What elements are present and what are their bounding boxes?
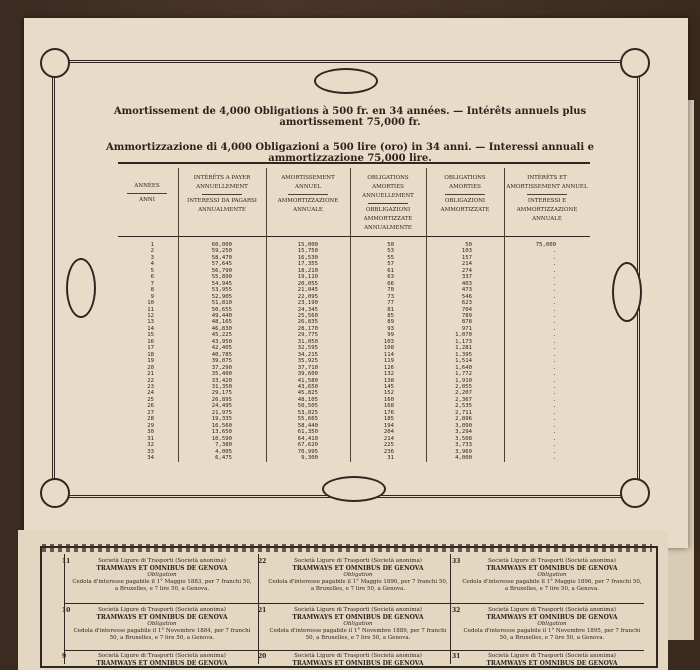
header-obligations-total: OBLIGATIONS AMORTIES OBLIGAZIONI AMMORTIZZATE bbox=[440, 175, 490, 213]
coupon: 22 Società Ligure di Trasporti (Società anonima) TRAMWAYS ET OMNIBUS DE GENOVA Obligation Cedola d'interesse pagabile il 1° Maggio 1890, per 7 franchi 50, a Bruxelles, e 7 lire 50, a Genova. bbox=[258, 558, 448, 592]
coupon: 31 Società Ligure di Trasporti (Società anonima) TRAMWAYS ET OMNIBUS DE GENOVA bbox=[452, 653, 618, 667]
header-amortization: AMORTISSEMENT ANNUEL AMMORTIZZAZIONE ANNUALE bbox=[277, 175, 339, 213]
column-divider bbox=[178, 168, 179, 462]
coupon: 32 Società Ligure di Trasporti (Società anonima) TRAMWAYS ET OMNIBUS DE GENOVA Obligation Cedola d'interesse pagabile il 1° Novembre 1895, per 7 franchi 50, a Bruxelles, e 7 lire 50, a Genova. bbox=[452, 607, 641, 641]
column-interest: 60,000 59,250 58,470 57,645 56,790 55,890 54,945 53,955 52,905 51,810 50,655 49,440 48,165 46,830 45,225 43,950 42,405 40,785 39,075 37,290 35,400 33,420 31,350 29,175 26,895 24,495 21,975 19,335 16,560 13,650 10,590 7,380 4,005 6,475 bbox=[211, 242, 232, 461]
corner-ornament-icon bbox=[620, 478, 650, 508]
coupon-divider bbox=[450, 554, 451, 664]
coupon: 21 Società Ligure di Trasporti (Società anonima) TRAMWAYS ET OMNIBUS DE GENOVA Obligation Cedola d'interesse pagabile il 1° Novembre 1889, per 7 franchi 50, a Bruxelles, e 7 lire 50, a Genova. bbox=[258, 607, 447, 641]
coupon-divider bbox=[64, 650, 644, 651]
coupon: 33 Società Ligure di Trasporti (Società anonima) TRAMWAYS ET OMNIBUS DE GENOVA Obligation Cedola d'interesse pagabile il 1° Maggio 1896, per 7 franchi 50, a Bruxelles, e 7 lire 50, a Genova. bbox=[452, 558, 642, 592]
coupon: 9 Società Ligure di Trasporti (Società anonima) TRAMWAYS ET OMNIBUS DE GENOVA bbox=[62, 653, 228, 667]
column-years: 1 2 3 4 5 6 7 8 9 10 11 12 13 14 15 16 17 18 19 20 21 22 23 24 25 26 27 28 29 30 31 32 33 34 bbox=[147, 242, 154, 461]
divider bbox=[118, 236, 590, 237]
header-total-annual: INTÉRÊTS ET AMORTISSEMENT ANNUEL INTERESSI E AMMORTIZZAZIONE ANNUALE bbox=[506, 175, 588, 222]
column-obligations-total: 50 103 157 214 274 337 403 473 546 623 704 789 878 971 1,070 1,173 1,281 1,395 1,514 1,640 1,772 1,910 2,055 2,207 2,367 2,535 2,711 2,896 3,090 3,294 3,508 3,733 3,969 4,000 bbox=[455, 242, 472, 461]
corner-ornament-icon bbox=[40, 48, 70, 78]
header-interest: INTÉRÊTS A PAYER ANNUELLEMENT INTERESSI DA PAGARSI ANNUALMENTE bbox=[187, 175, 257, 213]
column-divider bbox=[266, 168, 267, 462]
column-divider bbox=[426, 168, 427, 462]
column-amortization: 15,000 15,750 16,530 17,355 18,210 19,110 20,055 21,045 22,095 23,190 24,345 25,560 26,835 28,170 29,775 31,050 32,595 34,215 35,925 37,710 39,600 41,580 43,650 45,825 48,105 50,505 53,025 55,665 58,440 61,350 64,410 67,620 70,995 9,300 bbox=[297, 242, 318, 461]
coupon: 11 Società Ligure di Trasporti (Società anonima) TRAMWAYS ET OMNIBUS DE GENOVA Obligation Cedola d'interesse pagabile il 1° Maggio 1883, per 7 franchi 50, a Bruxelles, e 7 lire 50, a Genova. bbox=[62, 558, 252, 592]
coupon: 20 Società Ligure di Trasporti (Società anonima) TRAMWAYS ET OMNIBUS DE GENOVA bbox=[258, 653, 424, 667]
column-divider bbox=[504, 168, 505, 462]
scroll-ornament-icon bbox=[66, 258, 96, 318]
column-divider bbox=[350, 168, 351, 462]
corner-ornament-icon bbox=[40, 478, 70, 508]
scroll-ornament-icon bbox=[322, 476, 386, 502]
header-years: ANNÉES ANNI bbox=[118, 182, 176, 205]
title-french: Amortissement de 4,000 Obligations à 500 fr. en 34 années. — Intérêts annuels plus amortissement 75,000 fr. bbox=[113, 106, 587, 128]
coupon-divider bbox=[64, 603, 644, 604]
corner-ornament-icon bbox=[620, 48, 650, 78]
title-italian: Ammortizzazione di 4,000 Obligazioni a 500 lire (oro) in 34 anni. — Interessi annuali e ammortizzazione 75,000 lire. bbox=[105, 142, 595, 164]
coupon: 10 Società Ligure di Trasporti (Società anonima) TRAMWAYS ET OMNIBUS DE GENOVA Obligation Cedola d'interesse pagabile il 1° Novembre 1884, per 7 franchi 50, a Bruxelles, e 7 lire 50, a Genova. bbox=[62, 607, 251, 641]
scroll-ornament-icon bbox=[314, 68, 378, 94]
header-obligations-yearly: OBLIGATIONS AMORTIES ANNUELLEMENT OBBLIGAZIONI AMMORTIZZATE ANNUALMENTE bbox=[362, 175, 414, 231]
scroll-ornament-icon bbox=[612, 262, 642, 322]
column-obligations-yearly: 50 53 55 57 61 63 66 70 73 77 81 85 89 93 99 103 108 114 119 126 132 138 145 152 160 168 176 185 194 204 214 225 236 31 bbox=[383, 242, 394, 461]
column-total-annual: 75,000 . . . . . . . . . . . . . . . . . . . . . . . . . . . . . . . . . bbox=[535, 242, 556, 461]
divider bbox=[118, 162, 590, 164]
